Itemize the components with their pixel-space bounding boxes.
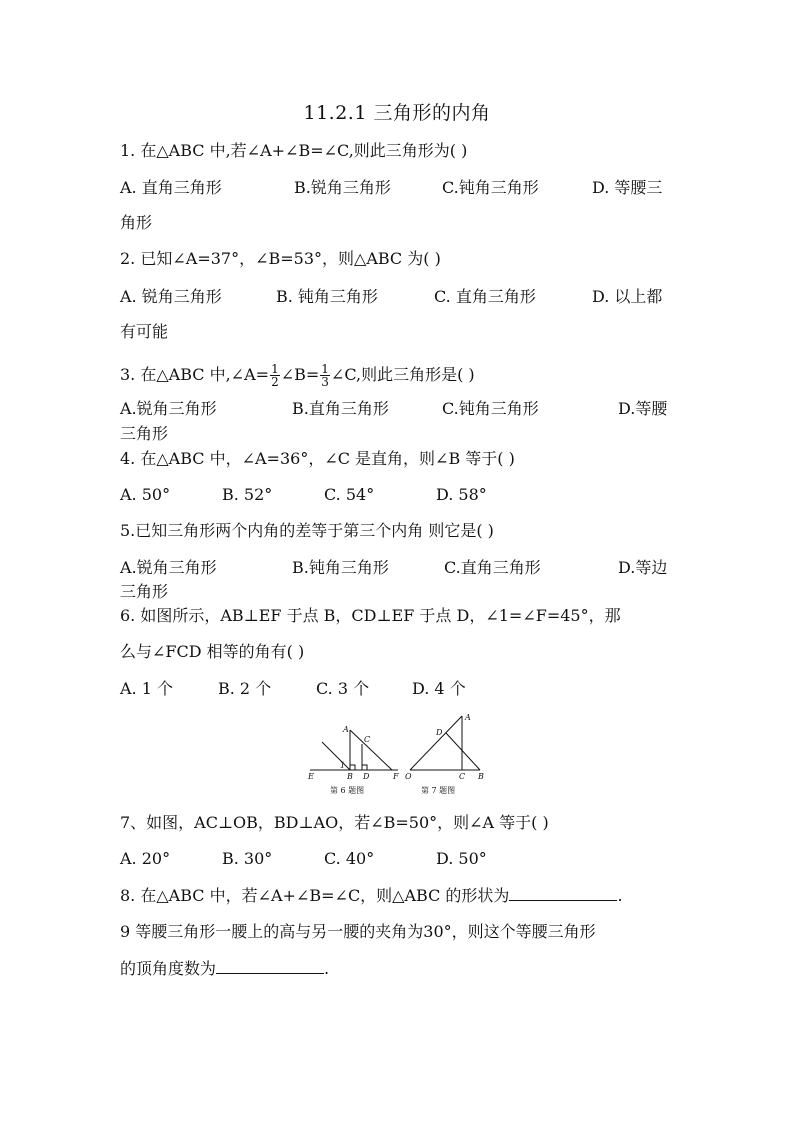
q3-option-a: A.锐角三角形 <box>120 399 217 418</box>
q3-stem-mid: ∠B= <box>280 365 320 384</box>
question-9-cont <box>120 958 680 980</box>
question-7-stem: 7、如图，AC⊥OB，BD⊥AO，若∠B=50°，则∠A 等于( ) <box>120 813 549 832</box>
fraction-one-half <box>270 363 280 388</box>
question-4-stem: 4. 在△ABC 中，∠A=36°，∠C 是直角，则∠B 等于( ) <box>120 449 515 468</box>
q6-option-b: B. 2 个 <box>218 679 272 698</box>
figure-7-caption: 第 7 题图 <box>421 786 456 795</box>
q4-option-d: D. 58° <box>436 485 487 504</box>
q3-stem-pre: 3. 在△ABC 中,∠A= <box>120 365 270 384</box>
q3-option-d-wrap: 三角形 <box>120 424 169 443</box>
q4-option-a: A. 50° <box>120 485 171 504</box>
q5-option-b: B.钝角三角形 <box>292 558 389 577</box>
q3-option-d: D.等腰 <box>618 399 668 418</box>
figure-7 <box>410 716 480 770</box>
question-8-stem: 8. 在△ABC 中，若∠A+∠B=∠C，则△ABC 的形状为 <box>120 886 510 905</box>
q7-option-d: D. 50° <box>436 849 487 868</box>
label-b: B <box>478 772 484 781</box>
label-b: B <box>347 772 353 781</box>
segment-db <box>446 733 480 770</box>
q2-option-d: D. 以上都 <box>592 287 663 306</box>
question-8-end: . <box>617 886 623 905</box>
question-9-stem: 9 等腰三角形一腰上的高与另一腰的夹角为30°，则这个等腰三角形 <box>120 922 596 941</box>
right-angle-mark-d <box>362 765 367 770</box>
q1-option-d-wrap: 角形 <box>120 213 153 232</box>
label-d: D <box>363 772 370 781</box>
label-c: C <box>459 772 466 781</box>
fraction-one-third <box>320 363 330 388</box>
q6-option-d: D. 4 个 <box>412 679 466 698</box>
label-o: O <box>405 772 412 781</box>
q2-option-b: B. 钝角三角形 <box>276 287 378 306</box>
figure-7-labels <box>405 713 484 781</box>
q7-option-c: C. 40° <box>324 849 375 868</box>
q4-option-c: C. 54° <box>324 485 375 504</box>
page-title: 11.2.1 三角形的内角 <box>303 102 491 124</box>
question-6-stem-cont: 么与∠FCD 相等的角有( ) <box>120 642 305 661</box>
segment-through-e <box>322 742 350 770</box>
q3-option-c: C.钝角三角形 <box>442 399 539 418</box>
label-c: C <box>364 735 371 744</box>
q1-option-c: C.钝角三角形 <box>442 178 539 197</box>
q5-option-c: C.直角三角形 <box>444 558 541 577</box>
q2-option-a: A. 锐角三角形 <box>120 287 222 306</box>
q7-option-b: B. 30° <box>222 849 273 868</box>
label-f: F <box>393 772 399 781</box>
figure-6 <box>310 730 398 770</box>
question-9-stem-cont: 的顶角度数为 <box>120 959 217 978</box>
segment-oa <box>410 716 462 770</box>
q6-option-a: A. 1 个 <box>120 679 173 698</box>
question-6-stem: 6. 如图所示，AB⊥EF 于点 B，CD⊥EF 于点 D，∠1=∠F=45°，那 <box>120 606 621 625</box>
fraction-denominator: 3 <box>321 375 329 389</box>
question-2-stem: 2. 已知∠A=37°，∠B=53°，则△ABC 为( ) <box>120 249 441 268</box>
label-1: 1 <box>340 761 346 770</box>
q2-option-d-wrap: 有可能 <box>120 322 169 341</box>
q7-option-a: A. 20° <box>120 849 171 868</box>
answer-blank <box>509 886 617 901</box>
geometry-figures <box>300 712 500 802</box>
q5-option-d-wrap: 三角形 <box>120 582 169 601</box>
question-5-stem: 5.已知三角形两个内角的差等于第三个内角 则它是( ) <box>120 521 494 540</box>
question-3-stem <box>120 360 680 390</box>
figure-6-caption: 第 6 题图 <box>330 786 365 795</box>
fraction-numerator: 1 <box>271 362 279 376</box>
question-8 <box>120 885 680 907</box>
q6-option-c: C. 3 个 <box>316 679 370 698</box>
fraction-denominator: 2 <box>271 375 279 389</box>
q5-option-a: A.锐角三角形 <box>120 558 217 577</box>
q3-stem-post: ∠C,则此三角形是( ) <box>330 365 475 384</box>
question-9-end: . <box>324 959 330 978</box>
label-d: D <box>436 728 443 737</box>
label-e: E <box>308 772 314 781</box>
question-1-stem: 1. 在△ABC 中,若∠A+∠B=∠C,则此三角形为( ) <box>120 141 468 160</box>
q4-option-b: B. 52° <box>222 485 273 504</box>
segment-af <box>350 730 392 770</box>
q1-option-d: D. 等腰三 <box>592 178 663 197</box>
q5-option-d: D.等边 <box>618 558 668 577</box>
fraction-numerator: 1 <box>321 362 329 376</box>
label-a: A <box>465 713 471 722</box>
right-angle-mark-b <box>350 765 355 770</box>
q1-option-b: B.锐角三角形 <box>294 178 391 197</box>
q3-option-b: B.直角三角形 <box>292 399 389 418</box>
answer-blank <box>216 959 324 974</box>
label-a: A <box>343 725 349 734</box>
q2-option-c: C. 直角三角形 <box>434 287 536 306</box>
q1-option-a: A. 直角三角形 <box>120 178 222 197</box>
